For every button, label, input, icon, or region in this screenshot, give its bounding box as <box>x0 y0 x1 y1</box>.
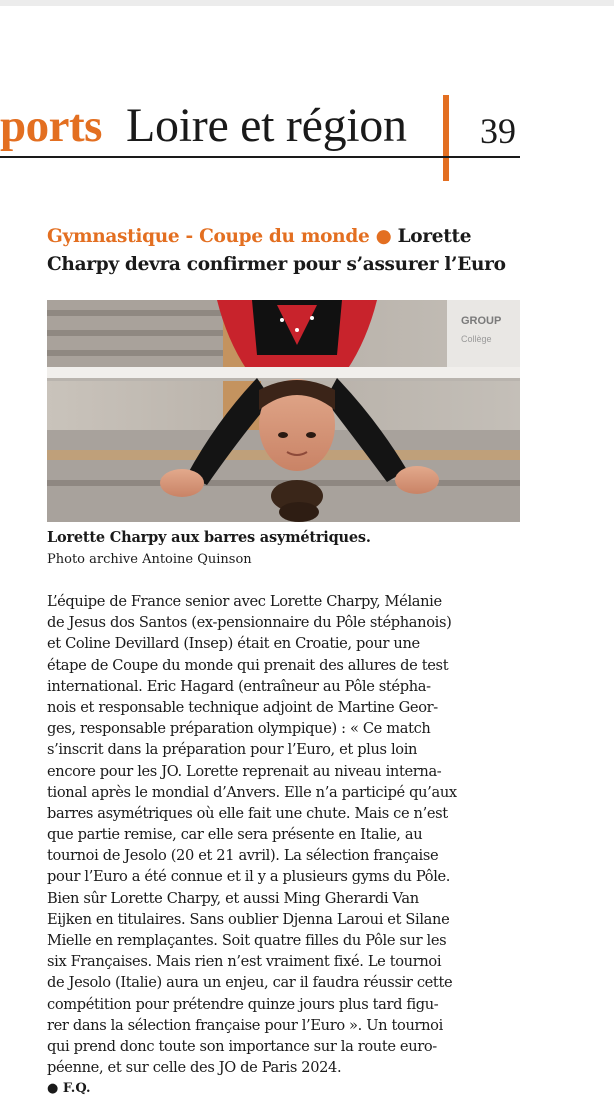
photo-credit: Photo archive Antoine Quinson <box>47 552 252 567</box>
photo-caption: Lorette Charpy aux barres asymétriques. <box>47 529 371 546</box>
sign-text-2: Collège <box>461 334 492 344</box>
header-orange-bar <box>443 95 449 181</box>
body-line: s’inscrit dans la préparation pour l’Euro, et plus loin <box>47 741 418 759</box>
body-line: Bien sûr Lorette Charpy, et aussi Ming Gherardi Van <box>47 889 419 907</box>
article-headline <box>47 223 527 279</box>
headline-bullet: ● <box>375 226 392 247</box>
body-line: de Jesolo (Italie) aura un enjeu, car il faudra réussir cette <box>47 974 453 992</box>
body-line: tional après le mondial d’Anvers. Elle n’a participé qu’aux <box>47 783 457 801</box>
body-line: Eijken en titulaires. Sans oublier Djenna Laroui et Silane <box>47 910 450 928</box>
gymnast-photo-illustration <box>47 300 520 522</box>
body-line: qui prend donc toute son importance sur la route euro- <box>47 1037 437 1055</box>
body-line: étape de Coupe du monde qui prenait des allures de test <box>47 656 449 674</box>
section-name: ports <box>0 100 102 152</box>
body-line: pour l’Euro a été connue et il y a plusieurs gyms du Pôle. <box>47 868 451 886</box>
body-line: Mielle en remplaçantes. Soit quatre filles du Pôle sur les <box>47 932 447 949</box>
body-line: barres asymétriques où elle fait une chute. Mais ce n’est <box>47 804 448 822</box>
body-line: L’équipe de France senior avec Lorette Charpy, Mélanie <box>47 593 442 610</box>
sign-text-1: GROUP <box>461 315 502 327</box>
body-line: nois et responsable technique adjoint de Martine Geor- <box>47 698 438 716</box>
headline-kicker: Gymnastique - Coupe du monde <box>47 226 370 247</box>
body-line: international. Eric Hagard (entraîneur au Pôle stépha- <box>47 677 431 695</box>
body-line: que partie remise, car elle sera présente en Italie, au <box>47 826 423 844</box>
article-photo <box>47 300 520 522</box>
section-title: Loire et région <box>126 99 407 152</box>
body-line: tournoi de Jesolo (20 et 21 avril). La sélection française <box>47 847 439 865</box>
header-rule <box>0 156 520 158</box>
body-line: encore pour les JO. Lorette reprenait au niveau interna- <box>47 762 442 780</box>
body-line: et Coline Devillard (Insep) était en Croatie, pour une <box>47 635 420 653</box>
top-bar <box>0 0 614 6</box>
headline-text: Lorette Charpy devra confirmer pour s’assurer l’Euro <box>47 226 506 275</box>
body-line: rer dans la sélection française pour l’Euro ». Un tournoi <box>47 1016 443 1034</box>
body-line: de Jesus dos Santos (ex-pensionnaire du Pôle stéphanois) <box>47 614 452 632</box>
body-line: ges, responsable préparation olympique) : « Ce match <box>47 720 431 738</box>
article-body <box>47 591 522 1078</box>
author-signature: ● F.Q. <box>47 1081 91 1096</box>
body-line: six Françaises. Mais rien n’est vraiment fixé. Le tournoi <box>47 953 442 971</box>
body-line: péenne, et sur celle des JO de Paris 2024. <box>47 1059 342 1077</box>
body-line: compétition pour prétendre quinze jours plus tard figu- <box>47 995 439 1013</box>
page-number: 39 <box>480 111 516 151</box>
